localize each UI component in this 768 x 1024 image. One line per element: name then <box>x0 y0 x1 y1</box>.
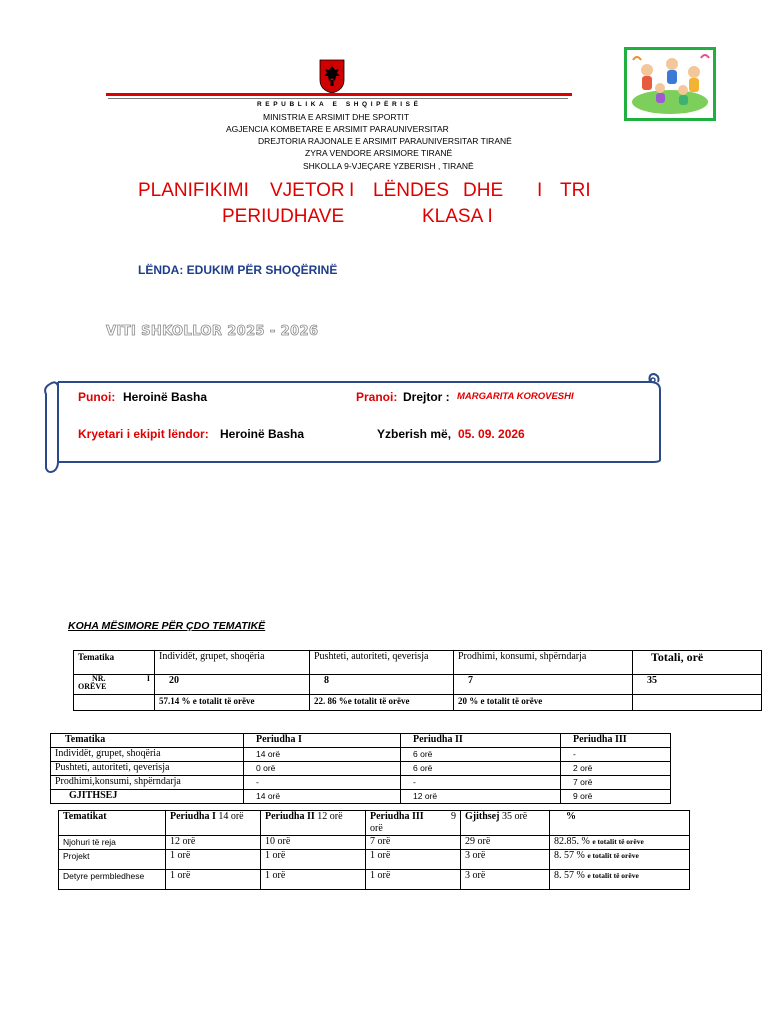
table2-cell: - <box>561 748 671 762</box>
office-line: ZYRA VENDORE ARSIMORE TIRANË <box>305 148 453 158</box>
pranoi-role: Drejtor : <box>403 390 450 404</box>
table3-header-p1: Periudha I 14 orë <box>166 811 261 836</box>
table2-header: Periudha I <box>244 734 401 748</box>
table1-cell: 20 <box>155 675 310 695</box>
place-label: Yzberish më, <box>377 427 452 441</box>
table2-cell: - <box>244 776 401 790</box>
table2-header: Periudha II <box>401 734 561 748</box>
subject-label: LËNDA: EDUKIM PËR SHOQËRINË <box>138 263 338 277</box>
school-year-label: VITI SHKOLLOR 2025 - 2026 <box>106 324 319 339</box>
table3-cell: 1 orë <box>166 870 261 890</box>
table1-cell <box>633 695 762 711</box>
table3-cell: Njohuri të reja <box>59 836 166 850</box>
title-word: KLASA I <box>422 206 493 227</box>
republika-heading: REPUBLIKA E SHQIPËRISË <box>257 101 422 108</box>
table2-cell: 2 orë <box>561 762 671 776</box>
table2-total-cell: 9 orë <box>561 790 671 804</box>
table2-cell: - <box>401 776 561 790</box>
table1-cell: 7 <box>454 675 633 695</box>
table3-header-p3: Periudha III 9 orë <box>366 811 461 836</box>
table2-cell: Pushteti, autoriteti, qeverisja <box>51 762 244 776</box>
title-word: I <box>537 180 543 201</box>
table2-total-label: GJITHSEJ <box>51 790 244 804</box>
date-value: 05. 09. 2026 <box>458 427 525 441</box>
table3-cell: 3 orë <box>461 870 550 890</box>
content-type-table <box>58 810 690 890</box>
table1-cell <box>74 695 155 711</box>
table3-cell: 1 orë <box>366 850 461 870</box>
hours-per-period-table <box>50 733 671 804</box>
table3-header-gjithsej: Gjithsej 35 orë <box>461 811 550 836</box>
title-word: PERIUDHAVE <box>222 206 345 227</box>
table3-header-p2: Periudha II 12 orë <box>261 811 366 836</box>
agency-line: AGJENCIA KOMBETARE E ARSIMIT PARAUNIVERSITAR <box>226 124 449 134</box>
table3-cell: 1 orë <box>261 850 366 870</box>
i-label: I <box>146 674 150 683</box>
title-word: TRI <box>560 180 591 201</box>
kryetari-value: Heroinë Basha <box>220 427 305 441</box>
table3-cell: 8. 57 % e totalit të orëve <box>550 850 690 870</box>
table3-cell: 29 orë <box>461 836 550 850</box>
directorate-line: DREJTORIA RAJONALE E ARSIMIT PARAUNIVERSITAR TIRANË <box>258 136 512 146</box>
table1-cell: 57.14 % e totalit të orëve <box>155 695 310 711</box>
header-grey-line <box>108 98 568 99</box>
table1-cell: 22. 86 %e totalit të orëve <box>310 695 454 711</box>
header-red-line <box>106 93 572 96</box>
table3-cell: 12 orë <box>166 836 261 850</box>
table3-header-tematikat: Tematikat <box>59 811 166 836</box>
table2-cell: Individët, grupet, shoqëria <box>51 748 244 762</box>
table3-cell: 1 orë <box>366 870 461 890</box>
school-line: SHKOLLA 9-VJEÇARE YZBERISH , TIRANË <box>303 161 474 171</box>
oreve-label: ORËVE <box>78 682 107 691</box>
table2-total-cell: 12 orë <box>401 790 561 804</box>
table3-cell: 1 orë <box>261 870 366 890</box>
title-word: LËNDES <box>373 180 450 201</box>
albanian-emblem-icon <box>318 58 346 94</box>
table2-cell: 7 orë <box>561 776 671 790</box>
table2-header: Tematika <box>51 734 244 748</box>
title-word: PLANIFIKIMI <box>138 180 249 201</box>
koha-heading: KOHA MËSIMORE PËR ÇDO TEMATIKË <box>68 620 266 632</box>
title-word: VJETOR <box>270 180 345 201</box>
table2-cell: 6 orë <box>401 762 561 776</box>
table2-total-cell: 14 orë <box>244 790 401 804</box>
table3-cell: 1 orë <box>166 850 261 870</box>
pranoi-name: MARGARITA KOROVESHI <box>457 391 574 402</box>
table1-header-totali: Totali, orë <box>633 651 762 675</box>
title-word: DHE <box>463 180 504 201</box>
scroll-banner <box>40 370 665 475</box>
table3-header-percent: % <box>550 811 690 836</box>
table1-row-label <box>74 675 155 695</box>
table3-cell: 10 orë <box>261 836 366 850</box>
pranoi-label: Pranoi: <box>356 390 398 404</box>
kryetari-label: Kryetari i ekipit lëndor: <box>78 427 209 441</box>
table3-cell: Detyre permbledhese <box>59 870 166 890</box>
table1-header-prodhimi: Prodhimi, konsumi, shpërndarja <box>454 651 633 675</box>
title-word: I <box>349 180 355 201</box>
table3-cell: Projekt <box>59 850 166 870</box>
table3-cell: 82.85. % e totalit të orëve <box>550 836 690 850</box>
punoi-value: Heroinë Basha <box>123 390 208 404</box>
table1-cell: 35 <box>633 675 762 695</box>
ministry-line: MINISTRIA E ARSIMIT DHE SPORTIT <box>263 112 410 122</box>
hours-per-theme-table <box>73 650 762 711</box>
table1-header-individet: Individët, grupet, shoqëria <box>155 651 310 675</box>
table2-cell: Prodhimi,konsumi, shpërndarja <box>51 776 244 790</box>
table2-cell: 6 orë <box>401 748 561 762</box>
table2-cell: 0 orë <box>244 762 401 776</box>
table3-cell: 7 orë <box>366 836 461 850</box>
table3-cell: 3 orë <box>461 850 550 870</box>
table1-cell: 8 <box>310 675 454 695</box>
table1-header-pushteti: Pushteti, autoriteti, qeverisja <box>310 651 454 675</box>
table1-cell: 20 % e totalit të orëve <box>454 695 633 711</box>
children-illustration <box>624 47 716 121</box>
table1-header-tematika: Tematika <box>74 651 155 675</box>
table2-header: Periudha III <box>561 734 671 748</box>
punoi-label: Punoi: <box>78 390 116 404</box>
table2-cell: 14 orë <box>244 748 401 762</box>
table3-cell: 8. 57 % e totalit të orëve <box>550 870 690 890</box>
nr-label: NR. <box>92 674 106 683</box>
